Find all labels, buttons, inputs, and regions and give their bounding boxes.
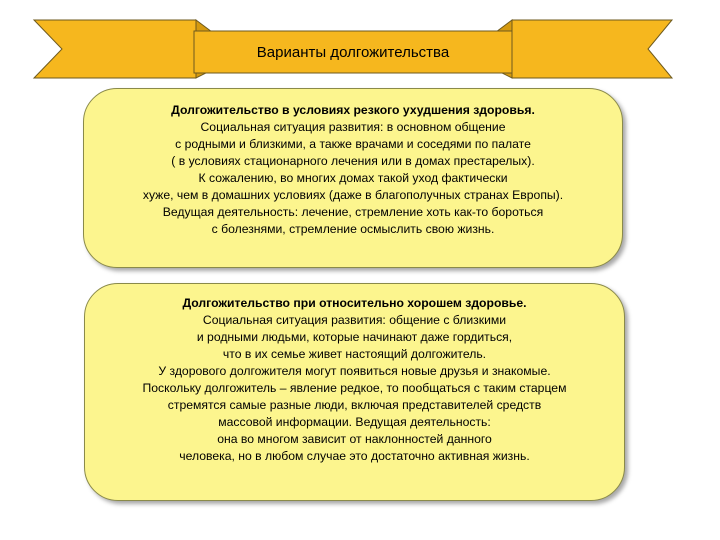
card-2-line: она во многом зависит от наклонностей данного	[217, 432, 492, 446]
banner-title: Варианты долгожительства	[256, 43, 450, 61]
card-2-line: У здорового долгожителя могут появиться новые друзья и знакомые.	[158, 364, 551, 378]
card-1-line: хуже, чем в домашних условиях (даже в благополучных странах Европы).	[142, 188, 564, 202]
card-2-line: массовой информации. Ведущая деятельность:	[218, 415, 491, 429]
card-2-line: Поскольку долгожитель – явление редкое, то пообщаться с таким старцем	[142, 381, 567, 395]
card-2-line: стремятся самые разные люди, включая представителей средств	[167, 398, 542, 412]
card-2-line: и родными людьми, которые начинают даже гордиться,	[196, 330, 513, 344]
card-1-heading: Долгожительство в условиях резкого ухудшения здоровья.	[171, 103, 535, 117]
card-1-line: Социальная ситуация развития: в основном общение	[200, 120, 506, 134]
ribbon-right-tail	[512, 20, 672, 78]
card-1-line: Ведущая деятельность: лечение, стремление хоть как-то бороться	[162, 205, 544, 219]
ribbon-left-tail	[34, 20, 196, 78]
card-1-line: с родными и близкими, а также врачами и соседями по палате	[175, 137, 531, 151]
card-2-line: Социальная ситуация развития: общение с близкими	[202, 313, 507, 327]
card-2-heading: Долгожительство при относительно хорошем здоровье.	[182, 296, 527, 310]
card-1-line: с болезнями, стремление осмыслить свою жизнь.	[211, 222, 495, 236]
card-2-line: человека, но в любом случае это достаточно активная жизнь.	[179, 449, 530, 463]
card-severe-health	[83, 88, 623, 268]
card-2-line: что в их семье живет настоящий долгожитель.	[222, 347, 487, 361]
card-1-line: ( в условиях стационарного лечения или в домах престарелых).	[171, 154, 535, 168]
card-good-health	[84, 283, 625, 501]
card-1-line: К сожалению, во многих домах такой уход фактически	[198, 171, 508, 185]
